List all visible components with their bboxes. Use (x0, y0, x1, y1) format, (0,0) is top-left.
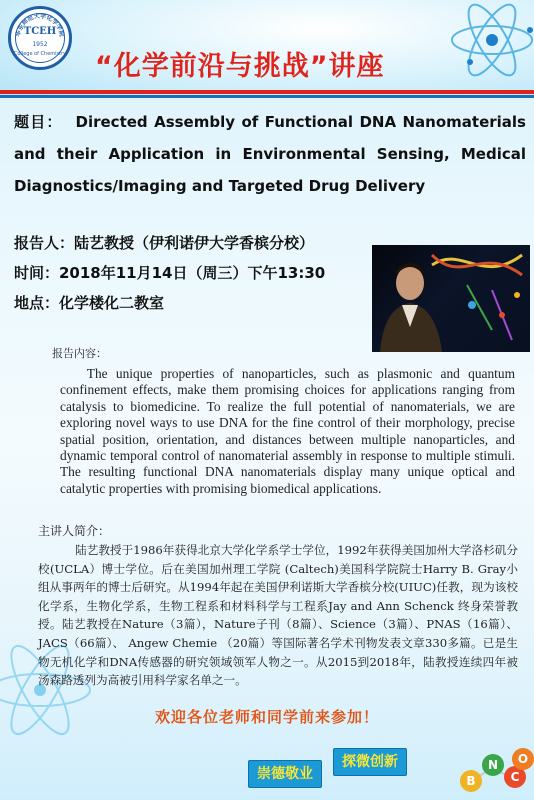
place-line: 地点：化学楼化二教室 (14, 294, 165, 312)
element-n-icon (482, 754, 504, 776)
time-line: 时间：2018年11月14日（周三）下午13:30 (14, 264, 326, 282)
atom-icon (440, 0, 534, 80)
abstract-section (52, 345, 515, 497)
motto-badge-right: 探微创新 (333, 748, 407, 776)
logo-year: 1952 (32, 41, 48, 48)
abstract-text: The unique properties of nanoparticles, such as plasmonic and quantum confinement effects, make them promising choices for applications ranging from catalysis to biomedicine. To realize the full potential of nanomaterials, we are exploring novel ways to use DNA for the fine control of their morphology, precise spatial position, orientation, and distances between multiple nanoparticles, and dynamic temporal control of nanomaterial assembly in response to multiple stimuli. The resulting functional DNA nanomaterials display many unique optical and catalytic properties with promising biomedical applications. (60, 366, 515, 496)
welcome-message: 欢迎各位老师和同学前来参加！ (154, 708, 379, 726)
logo-abbreviation: TCEH (23, 26, 57, 37)
speaker-line: 报告人：陆艺教授（伊利诺伊大学香槟分校） (14, 234, 315, 252)
element-letter: B (466, 774, 476, 788)
speaker-bio-section (38, 522, 518, 690)
header-divider-red (0, 90, 534, 94)
header-divider-blue (0, 95, 534, 98)
bio-text: 陆艺教授于1986年获得北京大学化学系学士学位，1992年获得美国加州大学洛杉矶分校(UCLA）博士学位。后在美国加州理工学院 (Caltech)美国科学院院士Harry B. Gray小组从事两年的博士后研究。从1994年起在美国伊利诺斯大学香槟分校(UIUC)任教，现为该校化学系，生物化学系，生物工程系和材料科学与工程系Jay and Ann Schenck 终身荣誉教授。陆艺教授在Nature（3篇），Nature子刊（8篇）、Science（3篇）、PNAS（16篇）、JACS（66篇）、 Angew Chemie （20篇）等国际著名学术刊物发表文章330多篇。已是生物无机化学和DNA传感器的研究领域领军人物之一。从2015到2018年，陆教授连续四年被汤森路透列为高被引用科学家名单之一。 (38, 543, 518, 688)
element-letter: C (510, 770, 520, 784)
bio-label: 主讲人简介： (38, 524, 111, 538)
college-logo (8, 6, 72, 70)
topic-label: 题目： (14, 113, 63, 131)
svg-text:华东师范大学化学学院: 华东师范大学化学学院 (14, 12, 66, 38)
element-o-icon (512, 748, 534, 770)
logo-caption: College of Chemistry (13, 51, 67, 57)
element-b-icon (460, 770, 482, 792)
motto-badge-left: 崇德敬业 (248, 760, 322, 788)
abstract-label: 报告内容： (52, 347, 107, 360)
lecture-topic (14, 106, 526, 202)
topic-text: Directed Assembly of Functional DNA Nanomaterials and their Application in Environmental Sensing, Medical Diagnostics/Imaging and Targeted Drug Delivery (14, 113, 526, 195)
element-letter: N (487, 758, 499, 772)
molecule-illustration (372, 245, 530, 352)
element-letter: O (517, 752, 529, 766)
lecture-series-title: “化学前沿与挑战”讲座 (95, 51, 385, 82)
logo-ring-text (11, 9, 69, 67)
speaker-photo (372, 245, 530, 352)
